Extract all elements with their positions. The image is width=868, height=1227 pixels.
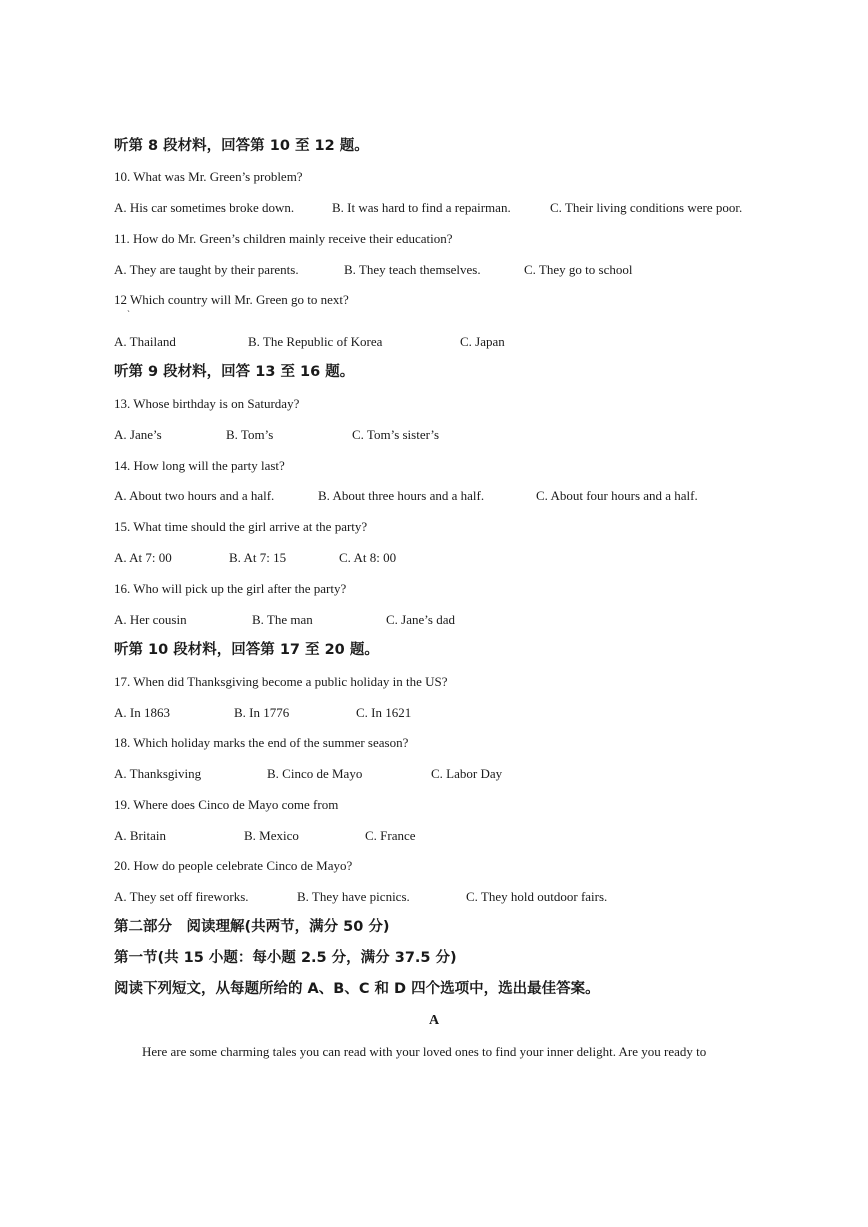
q16-option-b: B. The man [252,612,313,627]
q17-option-b: B. In 1776 [234,705,290,720]
q14-option-a: A. About two hours and a half. [114,488,275,503]
q18-option-c: C. Labor Day [431,766,503,781]
q12-option-c: C. Japan [460,334,505,349]
q18-option-b: B. Cinco de Mayo [267,766,363,781]
passage-text: Here are some charming tales you can read with your loved ones to find your inner delight. Are you ready to [142,1044,707,1059]
section8-heading: 听第 8 段材料，回答第 10 至 12 题。 [114,138,369,154]
question-12: 12 Which country will Mr. Green go to next? [114,292,349,307]
question-16: 16. Who will pick up the girl after the party? [114,581,347,596]
q15-option-c: C. At 8: 00 [339,550,397,565]
question-14: 14. How long will the party last? [114,458,285,473]
question-11: 11. How do Mr. Green’s children mainly receive their education? [114,231,453,246]
q19-option-a: A. Britain [114,828,166,843]
q15-option-b: B. At 7: 15 [229,550,287,565]
section10-heading: 听第 10 段材料，回答第 17 至 20 题。 [114,642,379,658]
question-20: 20. How do people celebrate Cinco de Mayo? [114,858,353,873]
question-17: 17. When did Thanksgiving become a public holiday in the US? [114,674,448,689]
stray-mark: ` [127,309,130,319]
q14-option-c: C. About four hours and a half. [536,488,698,503]
q16-option-a: A. Her cousin [114,612,187,627]
part2-heading: 第二部分 阅读理解(共两节，满分 50 分) [114,919,390,935]
q20-option-c: C. They hold outdoor fairs. [466,889,608,904]
q18-option-a: A. Thanksgiving [114,766,202,781]
q10-option-a: A. His car sometimes broke down. [114,200,295,215]
q11-option-c: C. They go to school [524,262,633,277]
passage-label: A [428,1013,440,1028]
q14-option-b: B. About three hours and a half. [318,488,485,503]
q15-option-a: A. At 7: 00 [114,550,172,565]
q10-option-c: C. Their living conditions were poor. [550,200,743,215]
q11-option-a: A. They are taught by their parents. [114,262,299,277]
q13-option-c: C. Tom’s sister’s [352,427,440,442]
q17-option-a: A. In 1863 [114,705,170,720]
question-10: 10. What was Mr. Green’s problem? [114,169,303,184]
q19-option-b: B. Mexico [244,828,299,843]
q20-option-b: B. They have picnics. [297,889,410,904]
q12-option-b: B. The Republic of Korea [248,334,383,349]
q10-option-b: B. It was hard to find a repairman. [332,200,511,215]
reading-instruction: 阅读下列短文，从每题所给的 A、B、C 和 D 四个选项中，选出最佳答案。 [114,981,600,997]
q20-option-a: A. They set off fireworks. [114,889,249,904]
question-18: 18. Which holiday marks the end of the summer season? [114,735,409,750]
q16-option-c: C. Jane’s dad [386,612,455,627]
q11-option-b: B. They teach themselves. [344,262,481,277]
q13-option-b: B. Tom’s [226,427,274,442]
q19-option-c: C. France [365,828,416,843]
question-15: 15. What time should the girl arrive at the party? [114,519,368,534]
section9-heading: 听第 9 段材料，回答 13 至 16 题。 [114,364,355,380]
q17-option-c: C. In 1621 [356,705,412,720]
question-19: 19. Where does Cinco de Mayo come from [114,797,339,812]
part2-section1-heading: 第一节(共 15 小题：每小题 2.5 分，满分 37.5 分) [114,950,457,966]
q12-option-a: A. Thailand [114,334,176,349]
q13-option-a: A. Jane’s [114,427,162,442]
question-13: 13. Whose birthday is on Saturday? [114,396,300,411]
